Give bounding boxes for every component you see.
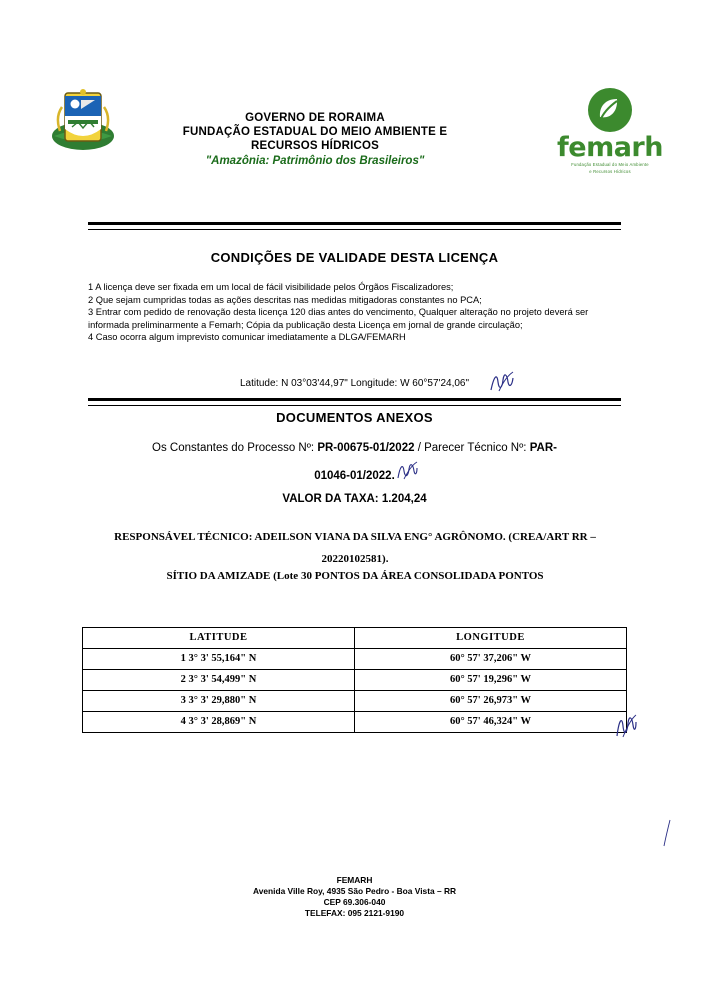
anexos-parecer-part2: 01046-01/2022. [314, 470, 395, 482]
conditions-coordinates: Latitude: N 03°03'44,97" Longitude: W 60°57'24,06" [239, 378, 470, 389]
table-header-row [83, 628, 627, 649]
coordinates-table [82, 627, 627, 733]
femarh-subtitle-1: Fundação Estadual do Meio Ambiente [571, 162, 649, 167]
anexos-parecer-part1: PAR- [529, 442, 557, 454]
anexos-title: DOCUMENTOS ANEXOS [276, 410, 433, 425]
header-line-government: GOVERNO DE RORAIMA [245, 112, 385, 124]
responsavel-line-2: 20220102581). [321, 553, 389, 565]
cell-longitude: 60° 57' 26,973" W [355, 691, 627, 712]
table-row [83, 649, 627, 670]
header-line-foundation: FUNDAÇÃO ESTADUAL DO MEIO AMBIENTE E [182, 126, 448, 138]
anexos-taxa-line [0, 488, 709, 510]
anexos-process-line [0, 437, 709, 459]
header-titles [120, 111, 510, 169]
footer-cep: CEP 69.306-040 [323, 897, 386, 907]
document-footer [0, 875, 709, 919]
divider-top-thick [88, 222, 621, 225]
cell-latitude: 2 3° 3' 54,499" N [83, 670, 355, 691]
divider-mid-thick [88, 398, 621, 401]
femarh-logo [545, 87, 675, 174]
cell-latitude: 3 3° 3' 29,880" N [83, 691, 355, 712]
cell-longitude: 60° 57' 19,296" W [355, 670, 627, 691]
leaf-icon [587, 87, 633, 133]
anexos-processo-number: PR-00675-01/2022 [317, 442, 415, 454]
femarh-subtitle-2: e Recursos Hídricos [589, 168, 631, 174]
condition-item-1: 1 A licença deve ser fixada em um local de fácil visibilidade pelos Órgãos Fiscalizadores; [88, 282, 454, 292]
cell-latitude: 4 3° 3' 28,869" N [83, 712, 355, 733]
table-row [83, 712, 627, 733]
anexos-parecer-line [0, 465, 709, 487]
divider-mid-thin [88, 405, 621, 406]
responsavel-line-3: SÍTIO DA AMIZADE (Lote 30 PONTOS DA ÁREA CONSOLIDADA PONTOS [166, 570, 544, 582]
condition-item-2: 2 Que sejam cumpridas todas as ações descritas nas medidas mitigadoras constantes no PCA; [88, 294, 482, 305]
condition-item-3: 3 Entrar com pedido de renovação desta licença 120 dias antes do vencimento, Qualquer alteração no projeto deverá ser informada preliminarmente a Femarh; Cópia da publicação desta Licença em jornal de grande circulação; [88, 307, 589, 330]
table-row [83, 691, 627, 712]
conditions-title: CONDIÇÕES DE VALIDADE DESTA LICENÇA [210, 250, 499, 265]
taxa-value: 1.204,24 [381, 493, 427, 505]
coat-of-arms-icon [48, 89, 118, 155]
divider-top-thin [88, 229, 621, 230]
header-slogan: "Amazônia: Patrimônio dos Brasileiros" [205, 155, 425, 167]
header-line-resources: RECURSOS HÍDRICOS [251, 140, 379, 152]
signature-mark-stray [660, 818, 674, 848]
document-header [0, 85, 709, 185]
cell-latitude: 1 3° 3' 55,164" N [83, 649, 355, 670]
condition-item-4: 4 Caso ocorra algum imprevisto comunicar imediatamente a DLGA/FEMARH [88, 332, 406, 343]
taxa-label: VALOR DA TAXA: [282, 493, 382, 505]
cell-longitude: 60° 57' 37,206" W [355, 649, 627, 670]
table-row [83, 670, 627, 691]
table-column-latitude: LATITUDE [83, 628, 355, 649]
footer-org: FEMARH [336, 875, 373, 885]
anexos-mid: / Parecer Técnico Nº: [414, 442, 530, 454]
footer-address: Avenida Ville Roy, 4935 São Pedro - Boa Vista – RR [252, 886, 457, 896]
cell-longitude: 60° 57' 46,324" W [355, 712, 627, 733]
anexos-prefix: Os Constantes do Processo Nº: [152, 442, 318, 454]
footer-telefax: TELEFAX: 095 2121-9190 [304, 908, 405, 918]
femarh-wordmark: femarh [557, 132, 663, 163]
conditions-list [88, 281, 621, 344]
responsavel-line-1: RESPONSÁVEL TÉCNICO: ADEILSON VIANA DA SILVA ENG° AGRÔNOMO. (CREA/ART RR – [114, 531, 596, 543]
table-column-longitude: LONGITUDE [355, 628, 627, 649]
